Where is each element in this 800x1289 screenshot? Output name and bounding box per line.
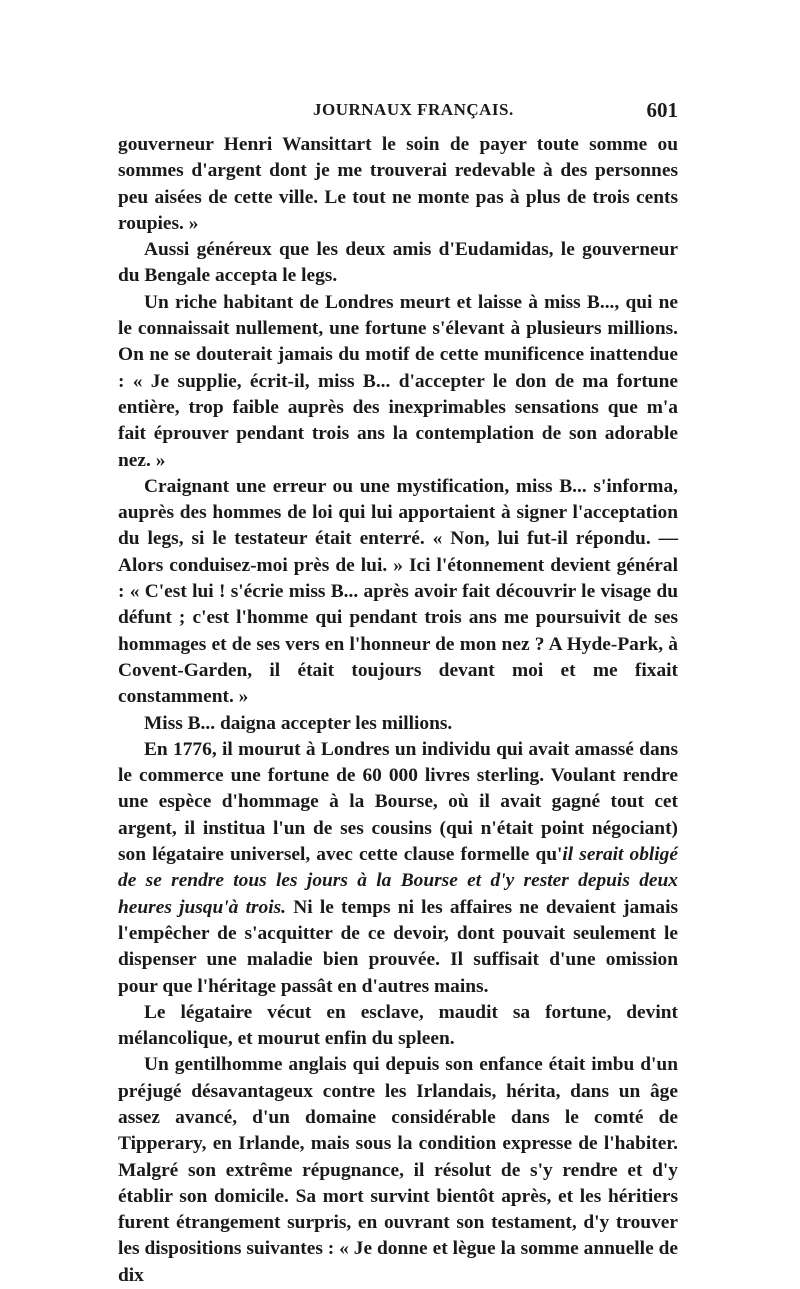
paragraph	[118, 290, 678, 474]
paragraph-text: Ni le temps ni les affaires ne devaient jamais l'empêcher de s'acquitter de ce devoir, dont pouvait seulement le dispenser une maladie bien prouvée. Il suffisait d'une omission pour que l'héritage passât en d'autres mains.	[118, 896, 678, 997]
paragraph-text: Aussi généreux que les deux amis d'Eudamidas, le gouverneur du Bengale accepta le legs.	[118, 239, 678, 287]
paragraph-text: Craignant une erreur ou une mystification, miss B... s'informa, auprès des hommes de loi qui lui apportaient à signer l'acceptation du legs, si le testateur était enterré. « Non, lui fut-il répondu. — Alors conduisez-moi près de lui. » Ici l'étonnement devient général : « C'est lui ! s'écrie miss B... après avoir fait découvrir le visage du défunt ; c'est l'homme qui pendant trois ans me poursuivit de ses hommages et de ses vers en l'honneur de mon nez ? A Hyde-Park, à Covent-Garden, il était toujours devant moi et me fixait constamment. »	[118, 475, 678, 708]
paragraph-text: Un gentilhomme anglais qui depuis son enfance était imbu d'un préjugé désavantageux contre les Irlandais, hérita, dans un âge assez avancé, d'un domaine considérable dans le comté de Tipperary, en Irlande, mais sous la condition expresse de l'habiter. Malgré son extrême répugnance, il résolut de s'y rendre et d'y établir son domicile. Sa mort survint bientôt après, et les héritiers furent étrangement surpris, en ouvrant son testament, d'y trouver les dispositions suivantes : « Je donne et lègue la somme annuelle de dix	[118, 1054, 678, 1286]
paragraph	[118, 1000, 678, 1053]
paragraph-text: Un riche habitant de Londres meurt et laisse à miss B..., qui ne le connaissait nullement, une fortune s'élevant à plusieurs millions. On ne se douterait jamais du motif de cette munificence inattendue : « Je supplie, écrit-il, miss B... d'accepter le don de ma fortune entière, trop faible auprès des inexprimables sensations que m'a fait éprouver pendant trois ans la contemplation de son adorable nez. »	[118, 291, 678, 471]
paragraph-text: Le légataire vécut en esclave, maudit sa fortune, devint mélancolique, et mourut enfin du spleen.	[118, 1001, 678, 1050]
paragraph	[118, 132, 678, 237]
paragraph-text: gouverneur Henri Wansittart le soin de payer toute somme ou sommes d'argent dont je me trouverai redevable à des personnes peu aisées de cette ville. Le tout ne monte pas à plus de trois cents roupies. »	[118, 134, 678, 234]
paragraph-text: En 1776, il mourut à Londres un individu qui avait amassé dans le commerce une fortune de 60 000 livres sterling. Voulant rendre une espèce d'hommage à la Bourse, où il avait gagné tout cet argent, il institua l'un de ses cousins (qui n'était point négociant) son légataire universel, avec cette clause formelle qu'	[118, 738, 678, 866]
paragraph	[118, 474, 678, 711]
paragraph	[118, 737, 678, 1000]
running-header	[118, 98, 678, 132]
paragraph	[118, 711, 678, 737]
paragraph	[118, 237, 678, 290]
paragraph-text: Miss B... daigna accepter les millions.	[144, 712, 453, 734]
book-page	[118, 98, 678, 1289]
page-number: 601	[646, 98, 678, 122]
running-title: JOURNAUX FRANÇAIS.	[313, 100, 514, 119]
body-text	[118, 132, 678, 1289]
italic-text: il serait obligé de se rendre tous les jours à la Bourse et d'y rester depuis deux heures jusqu'à trois.	[118, 844, 678, 918]
paragraph	[118, 1052, 678, 1289]
